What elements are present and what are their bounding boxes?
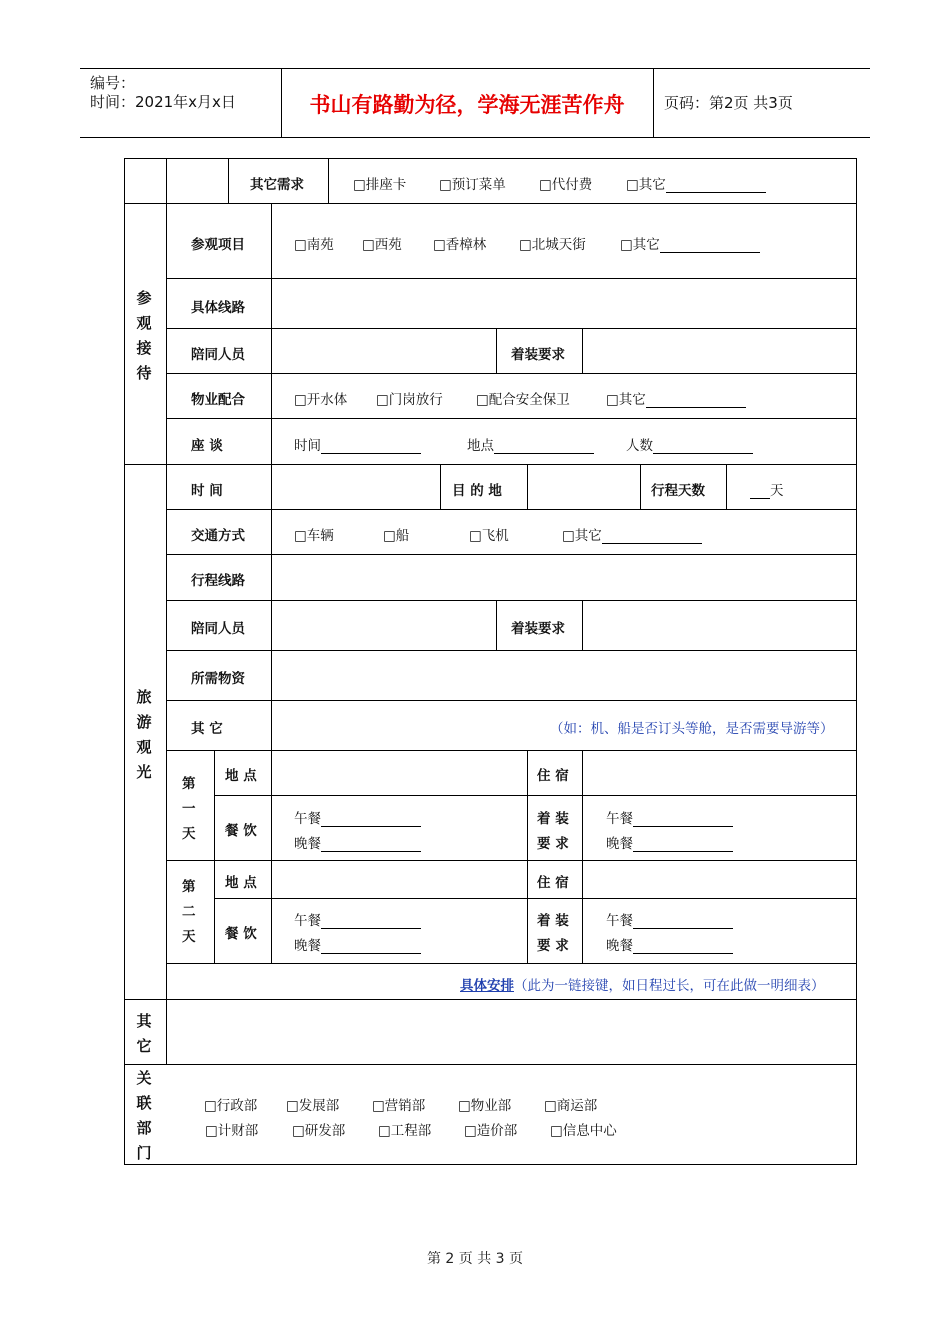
section-label-travel: 旅 游 观 光 xyxy=(136,688,152,781)
checkbox-order-menu[interactable]: □预订菜单 xyxy=(439,177,506,193)
seminar-time-blank[interactable] xyxy=(321,439,421,454)
day-two-dinner-field[interactable]: 晚餐 xyxy=(294,934,421,954)
row-divider xyxy=(166,554,857,555)
checkbox-boiled-water[interactable]: □开水体 xyxy=(294,392,348,408)
seminar-label: 座 谈 xyxy=(191,438,223,454)
day-one-place-label: 地 点 xyxy=(225,768,257,784)
day-two-lunch-blank[interactable] xyxy=(321,914,421,929)
section-label-reception: 参 观 接 待 xyxy=(136,289,152,382)
travel-accompany-label: 陪同人员 xyxy=(191,621,245,637)
cell-divider xyxy=(527,750,528,963)
seminar-place-blank[interactable] xyxy=(494,439,594,454)
travel-dress-label: 着装要求 xyxy=(511,621,565,637)
seminar-count-blank[interactable] xyxy=(653,439,753,454)
day-one-dinner-blank[interactable] xyxy=(321,837,421,852)
day-column-divider xyxy=(214,750,215,963)
day-two-label: 第 二 天 xyxy=(182,879,196,945)
row-divider xyxy=(166,700,857,701)
row-divider xyxy=(166,328,857,329)
destination-label: 目 的 地 xyxy=(452,483,502,499)
document-date: 时间：2021年x月x日 xyxy=(90,93,236,111)
row-divider xyxy=(214,795,857,796)
travel-time-label: 时 间 xyxy=(191,483,223,499)
checkbox-other-transport[interactable]: □其它 xyxy=(562,524,702,544)
section-label-departments: 关 联 部 门 xyxy=(136,1069,152,1162)
other-visit-blank[interactable] xyxy=(660,238,760,253)
day-two-place-label: 地 点 xyxy=(225,875,257,891)
travel-other-note: （如：机、船是否订头等舱，是否需要导游等） xyxy=(550,721,834,737)
dress-label: 着装要求 xyxy=(511,347,565,363)
cell-divider xyxy=(496,600,497,650)
day-one-label: 第 一 天 xyxy=(182,776,196,842)
section-separator xyxy=(124,203,857,204)
document-number-label: 编号： xyxy=(90,74,136,92)
form-border-right xyxy=(856,158,857,1165)
checkbox-boat[interactable]: □船 xyxy=(383,528,410,544)
label-column-divider xyxy=(271,203,272,963)
cell-divider xyxy=(496,328,497,373)
day-two-dress-dinner-field[interactable]: 晚餐 xyxy=(606,934,733,954)
itinerary-label: 行程线路 xyxy=(191,573,245,589)
row-divider xyxy=(166,278,857,279)
section-separator xyxy=(124,1064,857,1065)
checkbox-marketing-dept[interactable]: □营销部 xyxy=(372,1098,426,1114)
row-divider xyxy=(166,418,857,419)
section-separator xyxy=(124,464,857,465)
checkbox-property-dept[interactable]: □物业部 xyxy=(458,1098,512,1114)
day-two-dress-label-2: 要 求 xyxy=(537,938,569,954)
visit-items-label: 参观项目 xyxy=(191,237,245,253)
section-separator xyxy=(124,999,857,1000)
header-page-number: 页码：第2页 共3页 xyxy=(664,94,793,112)
other-needs-label: 其它需求 xyxy=(250,177,304,193)
row-divider xyxy=(166,373,857,374)
materials-label: 所需物资 xyxy=(191,671,245,687)
page-header xyxy=(80,68,870,138)
checkbox-other-needs[interactable]: □其它 xyxy=(626,173,766,193)
cell-divider xyxy=(228,158,229,203)
day-one-lunch-field[interactable]: 午餐 xyxy=(294,807,421,827)
cell-divider xyxy=(640,464,641,509)
checkbox-finance-dept[interactable]: □计财部 xyxy=(205,1123,259,1139)
cell-divider xyxy=(582,600,583,650)
row-divider xyxy=(166,600,857,601)
checkbox-vehicle[interactable]: □车辆 xyxy=(294,528,334,544)
cell-divider xyxy=(582,750,583,963)
other-needs-blank[interactable] xyxy=(666,178,766,193)
row-divider xyxy=(166,860,857,861)
row-divider xyxy=(166,963,857,964)
row-divider xyxy=(166,750,857,751)
day-one-lunch-blank[interactable] xyxy=(321,812,421,827)
day-one-dinner-field[interactable]: 晚餐 xyxy=(294,832,421,852)
day-one-lodging-label: 住 宿 xyxy=(537,768,569,784)
day-two-dress-label-1: 着 装 xyxy=(537,913,569,929)
checkbox-plane[interactable]: □飞机 xyxy=(469,528,509,544)
day-one-dress-label-1: 着 装 xyxy=(537,811,569,827)
checkbox-nanyuan[interactable]: □南苑 xyxy=(294,237,334,253)
trip-days-field[interactable]: 天 xyxy=(750,479,784,499)
seminar-time-field[interactable]: 时间 xyxy=(294,434,421,454)
checkbox-development-dept[interactable]: □发展部 xyxy=(286,1098,340,1114)
day-two-dress-lunch-field[interactable]: 午餐 xyxy=(606,909,733,929)
other-property-blank[interactable] xyxy=(646,393,746,408)
checkbox-beicheng-street[interactable]: □北城天街 xyxy=(519,237,586,253)
checkbox-info-center[interactable]: □信息中心 xyxy=(550,1123,617,1139)
day-one-dining-label: 餐 饮 xyxy=(225,823,257,839)
header-info-cell xyxy=(80,69,282,137)
day-two-dinner-blank[interactable] xyxy=(321,939,421,954)
checkbox-xiyuan[interactable]: □西苑 xyxy=(362,237,402,253)
arrangement-link[interactable]: 具体安排 xyxy=(460,978,514,994)
checkbox-cost-dept[interactable]: □造价部 xyxy=(464,1123,518,1139)
day-one-dress-label-2: 要 求 xyxy=(537,836,569,852)
checkbox-gate-release[interactable]: □门岗放行 xyxy=(376,392,443,408)
trip-days-blank[interactable] xyxy=(750,484,770,499)
page-footer: 第 2 页 共 3 页 xyxy=(426,1251,524,1267)
cell-divider xyxy=(726,464,727,509)
accompany-label: 陪同人员 xyxy=(191,347,245,363)
arrangement-note: （此为一链接键，如日程过长，可在此做一明细表） xyxy=(514,978,825,994)
checkbox-commerce-dept[interactable]: □商运部 xyxy=(544,1098,598,1114)
day-one-dress-lunch-field[interactable]: 午餐 xyxy=(606,807,733,827)
checkbox-other-visit[interactable]: □其它 xyxy=(620,233,760,253)
checkbox-engineering-dept[interactable]: □工程部 xyxy=(378,1123,432,1139)
day-one-dress-dinner-blank[interactable] xyxy=(633,837,733,852)
day-one-dress-dinner-field[interactable]: 晚餐 xyxy=(606,832,733,852)
day-two-lodging-label: 住 宿 xyxy=(537,875,569,891)
checkbox-research-dept[interactable]: □研发部 xyxy=(292,1123,346,1139)
checkbox-admin-dept[interactable]: □行政部 xyxy=(204,1098,258,1114)
property-label: 物业配合 xyxy=(191,392,245,408)
seminar-count-field[interactable]: 人数 xyxy=(626,434,753,454)
checkbox-security[interactable]: □配合安全保卫 xyxy=(476,392,570,408)
checkbox-xiangzhanglin[interactable]: □香樟林 xyxy=(433,237,487,253)
row-divider xyxy=(166,650,857,651)
day-two-dining-label: 餐 饮 xyxy=(225,926,257,942)
checkbox-other-property[interactable]: □其它 xyxy=(606,388,746,408)
form-border-top xyxy=(124,158,857,159)
cell-divider xyxy=(527,464,528,509)
transport-label: 交通方式 xyxy=(191,528,245,544)
arrangement-row xyxy=(460,974,825,994)
reception-form xyxy=(124,158,857,1165)
cell-divider xyxy=(328,158,329,203)
seminar-place-field[interactable]: 地点 xyxy=(467,434,594,454)
row-divider xyxy=(214,898,857,899)
day-two-lunch-field[interactable]: 午餐 xyxy=(294,909,421,929)
section-column-divider xyxy=(166,158,167,1064)
route-label: 具体线路 xyxy=(191,300,245,316)
day-two-dress-dinner-blank[interactable] xyxy=(633,939,733,954)
cell-divider xyxy=(582,328,583,373)
day-one-dress-lunch-blank[interactable] xyxy=(633,812,733,827)
form-border-bottom xyxy=(124,1164,857,1165)
travel-other-label: 其 它 xyxy=(191,721,223,737)
row-divider xyxy=(166,509,857,510)
day-two-dress-lunch-blank[interactable] xyxy=(633,914,733,929)
header-motto: 书山有路勤为径，学海无涯苦作舟 xyxy=(281,69,654,137)
checkbox-seat-card[interactable]: □排座卡 xyxy=(353,177,407,193)
trip-days-label: 行程天数 xyxy=(651,483,705,499)
other-transport-blank[interactable] xyxy=(602,529,702,544)
section-label-other: 其 它 xyxy=(136,1012,152,1055)
cell-divider xyxy=(440,464,441,509)
checkbox-pay-on-behalf[interactable]: □代付费 xyxy=(539,177,593,193)
